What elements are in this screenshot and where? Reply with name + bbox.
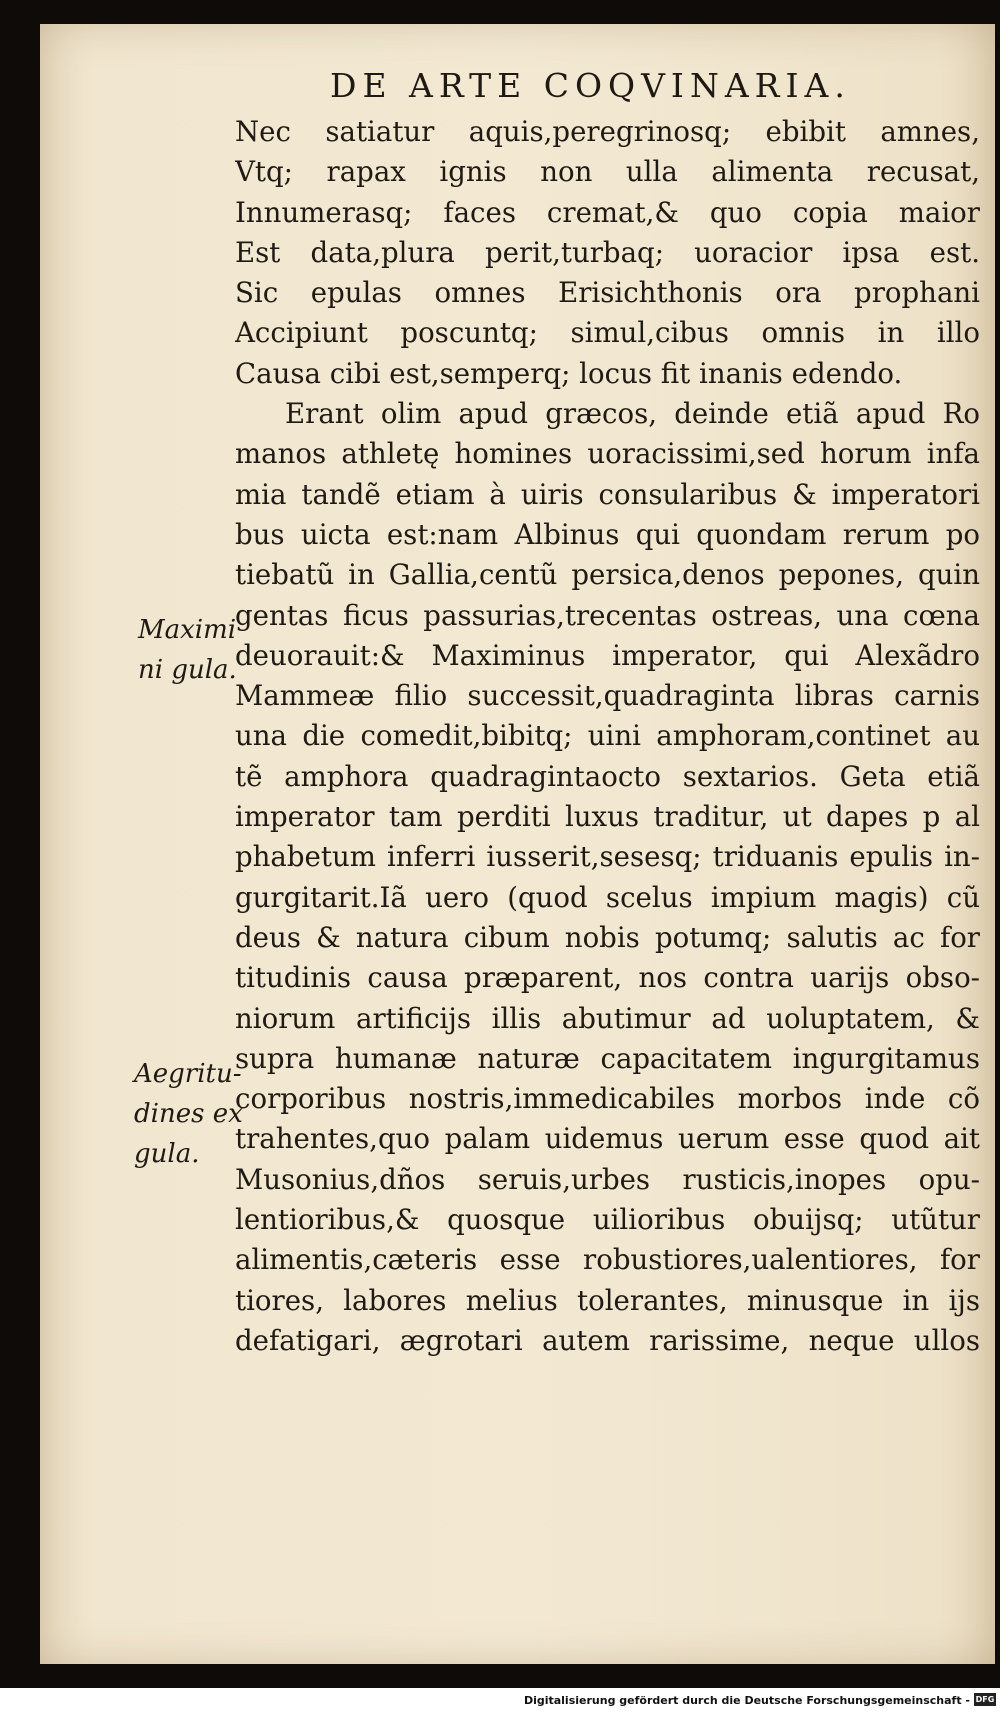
- verse-line: Innumerasq; faces cremat,& quo copia maior: [235, 195, 980, 229]
- prose-line: Erant olim apud græcos, deinde etiã apud Ro: [285, 397, 980, 431]
- verse-line: Vtq; rapax ignis non ulla alimenta recusat,: [235, 155, 980, 189]
- digitization-footer: [0, 1688, 1000, 1713]
- prose-line: Mammeæ filio successit,quadraginta libras carnis: [235, 679, 980, 713]
- prose-line: gentas ficus passurias,trecentas ostreas, una cœna: [235, 598, 980, 632]
- verse-line: Est data,plura perit,turbaq; uoracior ipsa est.: [235, 235, 980, 269]
- prose-line: niorum artificijs illis abutimur ad uoluptatem, &: [235, 1001, 980, 1035]
- prose-line: tiores, labores melius tolerantes, minusque in ijs: [235, 1283, 980, 1317]
- prose-line: supra humanæ naturæ capacitatem ingurgitamus: [235, 1041, 980, 1075]
- prose-line: bus uicta est:nam Albinus qui quondam rerum po: [235, 517, 980, 551]
- dfg-logo-icon: DFG: [975, 1695, 995, 1704]
- prose-line: gurgitarit.Iã uero (quod scelus impium magis) cũ: [235, 880, 980, 914]
- margin-note-maximini: [138, 610, 237, 690]
- margin-note-line: Maximi: [138, 615, 237, 645]
- book-page: [40, 24, 995, 1664]
- prose-line: una die comedit,bibitq; uini amphoram,continet au: [235, 719, 980, 753]
- prose-line: deuorauit:& Maximinus imperator, qui Alexãdro: [235, 638, 980, 672]
- prose-line: phabetum inferri iusserit,sesesq; triduanis epulis in-: [235, 840, 980, 874]
- margin-note-line: gula.: [134, 1139, 200, 1169]
- prose-line: tiebatũ in Gallia,centũ persica,denos pepones, quin: [235, 558, 980, 592]
- prose-line: tẽ amphora quadragintaocto sextarios. Geta etiã: [235, 759, 980, 793]
- prose-line: corporibus nostris,immedicabiles morbos inde cõ: [235, 1082, 980, 1116]
- verse-line: Nec satiatur aquis,peregrinosq; ebibit amnes,: [235, 115, 980, 148]
- verse-line: Causa cibi est,semperq; locus fit inanis edendo.: [235, 356, 903, 390]
- verse-line: Sic epulas omnes Erisichthonis ora prophani: [235, 276, 980, 310]
- footer-credit: Digitalisierung gefördert durch die Deutsche Forschungsgemeinschaft -: [523, 1694, 970, 1707]
- prose-line: deus & natura cibum nobis potumq; salutis ac for: [235, 920, 980, 954]
- margin-note-line: Aegritu-: [134, 1059, 242, 1089]
- prose-line: titudinis causa præparent, nos contra uarijs obso-: [235, 961, 980, 995]
- body-text: [235, 112, 980, 1361]
- margin-note-line: ni gula.: [138, 655, 237, 685]
- prose-line: manos athletę homines uoracissimi,sed horum infa: [235, 437, 980, 471]
- prose-line: imperator tam perditi luxus traditur, ut dapes p al: [235, 800, 980, 834]
- margin-note-aegritudines: [134, 1054, 243, 1174]
- prose-line: Musonius,dños seruis,urbes rusticis,inopes opu-: [235, 1162, 980, 1196]
- prose-line: alimentis,cæteris esse robustiores,ualentiores, for: [235, 1243, 980, 1277]
- prose-line: trahentes,quo palam uidemus uerum esse quod ait: [235, 1122, 980, 1156]
- prose-line: mia tandẽ etiam à uiris consularibus & imperatori: [235, 477, 980, 511]
- verse-line: Accipiunt poscuntq; simul,cibus omnis in illo: [235, 316, 980, 350]
- running-header: DE ARTE COQVINARIA.: [330, 66, 851, 105]
- margin-note-line: dines ex: [134, 1099, 243, 1129]
- prose-line: lentioribus,& quosque uilioribus obuijsq; utũtur: [235, 1203, 980, 1237]
- prose-line: defatigari, ægrotari autem rarissime, neque ullos: [235, 1323, 980, 1357]
